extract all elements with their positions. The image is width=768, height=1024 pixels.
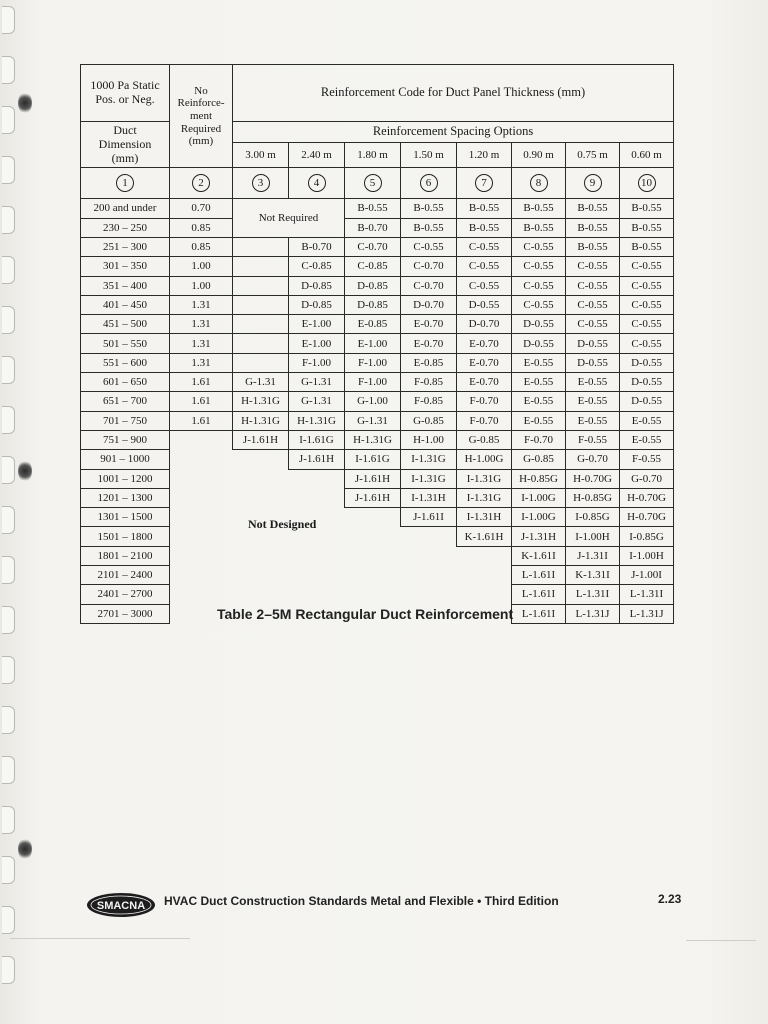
reinforcement-code-cell: I-1.31G: [401, 450, 457, 469]
reinforcement-code-cell: J-1.61H: [345, 488, 401, 507]
reinforcement-code-cell: C-0.55: [566, 315, 620, 334]
reinforcement-code-cell: F-0.85: [401, 373, 457, 392]
reinforcement-code-cell: B-0.70: [345, 218, 401, 237]
table-row: [81, 315, 674, 334]
binder-hole: [2, 856, 15, 884]
blank-cell: [345, 508, 401, 527]
spacing-header: 2.40 m: [289, 143, 345, 168]
reinforcement-code-title: Reinforcement Code for Duct Panel Thickness (mm): [233, 65, 674, 122]
blank-cell: [401, 585, 457, 604]
reinforcement-code-cell: E-0.85: [401, 353, 457, 372]
page-number: 2.23: [658, 892, 682, 906]
reinforcement-code-cell: I-1.31G: [457, 469, 512, 488]
no-reinforcement-cell: 0.70: [170, 199, 233, 218]
reinforcement-code-cell: C-0.55: [620, 276, 674, 295]
svg-text:SMACNA: SMACNA: [96, 900, 146, 912]
no-reinforcement-cell: 1.00: [170, 276, 233, 295]
binder-hole: [2, 706, 15, 734]
no-reinforcement-header: No Reinforce-ment Required (mm): [170, 65, 233, 168]
reinforcement-code-cell: C-0.55: [401, 237, 457, 256]
reinforcement-code-cell: I-1.31H: [401, 488, 457, 507]
spacing-header: 0.75 m: [566, 143, 620, 168]
blank-cell: [233, 315, 289, 334]
reinforcement-code-cell: F-0.55: [620, 450, 674, 469]
table-caption: Table 2–5M Rectangular Duct Reinforcement: [217, 606, 514, 622]
table-row: [81, 488, 674, 507]
reinforcement-code-cell: K-1.61I: [512, 546, 566, 565]
column-number-cell: [401, 168, 457, 199]
reinforcement-code-cell: G-0.70: [620, 469, 674, 488]
reinforcement-code-cell: B-0.55: [566, 237, 620, 256]
column-number-cell: [233, 168, 289, 199]
column-number-cell: [81, 168, 170, 199]
duct-dimension-cell: 230 – 250: [81, 218, 170, 237]
reinforcement-code-cell: D-0.70: [457, 315, 512, 334]
reinforcement-code-cell: C-0.55: [566, 295, 620, 314]
duct-dimension-cell: 701 – 750: [81, 411, 170, 430]
table-row: [81, 295, 674, 314]
spacing-options-title: Reinforcement Spacing Options: [233, 122, 674, 143]
spacing-header: 0.90 m: [512, 143, 566, 168]
reinforcement-code-cell: J-1.00I: [620, 566, 674, 585]
blank-cell: [233, 488, 289, 507]
blank-cell: [345, 585, 401, 604]
reinforcement-code-cell: C-0.85: [289, 257, 345, 276]
binder-hole: [2, 806, 15, 834]
reinforcement-code-cell: H-1.31G: [289, 411, 345, 430]
reinforcement-code-cell: C-0.55: [457, 257, 512, 276]
reinforcement-code-cell: D-0.85: [345, 276, 401, 295]
reinforcement-code-cell: F-1.00: [345, 373, 401, 392]
empty-region: [170, 430, 233, 623]
duct-dimension-cell: 551 – 600: [81, 353, 170, 372]
duct-dimension-cell: 751 – 900: [81, 430, 170, 449]
duct-dimension-cell: 401 – 450: [81, 295, 170, 314]
reinforcement-code-cell: B-0.55: [512, 199, 566, 218]
blank-cell: [233, 257, 289, 276]
column-number: 10: [638, 174, 656, 192]
reinforcement-code-cell: E-0.70: [457, 353, 512, 372]
table-row: [81, 430, 674, 449]
reinforcement-code-cell: F-0.70: [457, 411, 512, 430]
reinforcement-code-cell: C-0.70: [401, 276, 457, 295]
table-row: [81, 373, 674, 392]
reinforcement-code-cell: H-1.31G: [233, 411, 289, 430]
reinforcement-code-cell: C-0.85: [345, 257, 401, 276]
reinforcement-code-cell: J-1.61H: [289, 450, 345, 469]
reinforcement-code-cell: E-1.00: [289, 334, 345, 353]
reinforcement-code-cell: L-1.61I: [512, 566, 566, 585]
reinforcement-code-cell: G-1.31: [289, 392, 345, 411]
reinforcement-code-cell: B-0.55: [457, 199, 512, 218]
table-body: [81, 199, 674, 624]
blank-cell: [401, 527, 457, 546]
reinforcement-code-cell: H-0.70G: [620, 488, 674, 507]
reinforcement-code-cell: H-0.70G: [620, 508, 674, 527]
blank-cell: [289, 469, 345, 488]
binder-hole: [2, 56, 15, 84]
blank-cell: [289, 546, 345, 565]
blank-cell: [401, 546, 457, 565]
reinforcement-code-cell: C-0.55: [512, 295, 566, 314]
scan-speck: [686, 940, 756, 941]
reinforcement-code-cell: G-1.31: [345, 411, 401, 430]
no-reinforcement-cell: 1.00: [170, 257, 233, 276]
table-row: [81, 334, 674, 353]
duct-dimension-cell: 601 – 650: [81, 373, 170, 392]
reinforcement-code-cell: B-0.55: [566, 199, 620, 218]
reinforcement-code-cell: H-0.85G: [512, 469, 566, 488]
binder-hole: [2, 906, 15, 934]
spacing-header: 1.80 m: [345, 143, 401, 168]
reinforcement-code-cell: I-1.61G: [345, 450, 401, 469]
reinforcement-code-cell: D-0.55: [620, 392, 674, 411]
binder-hole: [2, 606, 15, 634]
reinforcement-code-cell: D-0.85: [289, 276, 345, 295]
duct-dimension-cell: 901 – 1000: [81, 450, 170, 469]
no-reinforcement-cell: 1.61: [170, 392, 233, 411]
duct-dimension-cell: 1301 – 1500: [81, 508, 170, 527]
reinforcement-code-cell: B-0.55: [401, 218, 457, 237]
reinforcement-code-cell: F-1.00: [289, 353, 345, 372]
reinforcement-code-cell: H-1.00: [401, 430, 457, 449]
reinforcement-code-cell: C-0.55: [620, 295, 674, 314]
reinforcement-code-cell: J-1.61H: [233, 430, 289, 449]
duct-dimension-cell: 251 – 300: [81, 237, 170, 256]
no-reinforcement-cell: 1.61: [170, 373, 233, 392]
no-reinforcement-cell: 1.31: [170, 353, 233, 372]
column-number-cell: [289, 168, 345, 199]
duct-dimension-cell: 351 – 400: [81, 276, 170, 295]
reinforcement-code-cell: B-0.55: [620, 237, 674, 256]
column-number-cell: [457, 168, 512, 199]
reinforcement-code-cell: D-0.85: [289, 295, 345, 314]
duct-dimension-cell: 2101 – 2400: [81, 566, 170, 585]
reinforcement-code-cell: I-1.31H: [457, 508, 512, 527]
reinforcement-code-cell: B-0.55: [566, 218, 620, 237]
column-number-cell: [620, 168, 674, 199]
reinforcement-code-cell: E-0.55: [512, 392, 566, 411]
not-required-label: Not Required: [233, 199, 345, 238]
reinforcement-code-cell: C-0.70: [345, 237, 401, 256]
reinforcement-code-cell: E-0.70: [401, 334, 457, 353]
reinforcement-code-cell: H-1.31G: [233, 392, 289, 411]
reinforcement-code-cell: E-0.55: [512, 353, 566, 372]
blank-cell: [289, 585, 345, 604]
table-row: [81, 411, 674, 430]
reinforcement-code-cell: F-0.70: [512, 430, 566, 449]
reinforcement-code-cell: E-0.55: [566, 411, 620, 430]
reinforcement-code-cell: C-0.55: [566, 276, 620, 295]
reinforcement-code-cell: B-0.55: [457, 218, 512, 237]
binder-hole: [2, 456, 15, 484]
reinforcement-code-cell: E-0.55: [566, 373, 620, 392]
reinforcement-code-cell: C-0.55: [512, 237, 566, 256]
reinforcement-code-cell: E-0.55: [566, 392, 620, 411]
reinforcement-code-cell: H-1.31G: [345, 430, 401, 449]
duct-dimension-cell: 501 – 550: [81, 334, 170, 353]
reinforcement-code-cell: D-0.55: [457, 295, 512, 314]
binder-hole: [2, 756, 15, 784]
blank-cell: [457, 585, 512, 604]
binder-hole: [2, 6, 15, 34]
table-row: [81, 469, 674, 488]
duct-dimension-cell: 1501 – 1800: [81, 527, 170, 546]
footer-title: HVAC Duct Construction Standards Metal and Flexible • Third Edition: [164, 894, 559, 908]
spacing-header: 0.60 m: [620, 143, 674, 168]
spacing-header: 3.00 m: [233, 143, 289, 168]
reinforcement-code-cell: B-0.55: [512, 218, 566, 237]
table-row: [81, 527, 674, 546]
column-number: 5: [364, 174, 382, 192]
reinforcement-code-cell: D-0.55: [512, 334, 566, 353]
not-designed-label: Not Designed: [248, 517, 317, 531]
reinforcement-code-cell: E-0.70: [401, 315, 457, 334]
reinforcement-code-cell: L-1.31J: [566, 604, 620, 623]
reinforcement-code-cell: B-0.70: [289, 237, 345, 256]
reinforcement-code-cell: D-0.55: [620, 373, 674, 392]
column-number-cell: [170, 168, 233, 199]
binder-hole: [2, 306, 15, 334]
reinforcement-code-cell: J-1.31I: [566, 546, 620, 565]
column-number: 7: [475, 174, 493, 192]
reinforcement-code-cell: H-0.70G: [566, 469, 620, 488]
ink-blot: [18, 92, 32, 114]
blank-cell: [233, 469, 289, 488]
reinforcement-code-cell: E-1.00: [345, 334, 401, 353]
reinforcement-code-cell: G-1.31: [289, 373, 345, 392]
blank-cell: [233, 585, 289, 604]
binder-hole: [2, 556, 15, 584]
reinforcement-code-cell: C-0.55: [566, 257, 620, 276]
reinforcement-code-cell: L-1.61I: [512, 585, 566, 604]
duct-dimension-cell: 1801 – 2100: [81, 546, 170, 565]
column-number: 9: [584, 174, 602, 192]
binder-hole: [2, 106, 15, 134]
reinforcement-code-cell: E-0.85: [345, 315, 401, 334]
blank-cell: [345, 566, 401, 585]
pressure-label: 1000 Pa Static Pos. or Neg.: [81, 65, 170, 122]
reinforcement-code-cell: F-1.00: [345, 353, 401, 372]
spacing-header: 1.50 m: [401, 143, 457, 168]
blank-cell: [233, 353, 289, 372]
reinforcement-code-cell: E-1.00: [289, 315, 345, 334]
binder-hole: [2, 356, 15, 384]
column-number-cell: [512, 168, 566, 199]
smacna-logo: [86, 892, 156, 918]
reinforcement-code-cell: C-0.70: [401, 257, 457, 276]
table-row: [81, 546, 674, 565]
no-reinforcement-cell: 1.31: [170, 315, 233, 334]
page-footer: [86, 886, 686, 926]
reinforcement-code-cell: C-0.55: [620, 315, 674, 334]
column-number-cell: [345, 168, 401, 199]
column-number: 6: [420, 174, 438, 192]
reinforcement-code-cell: G-0.70: [566, 450, 620, 469]
blank-cell: [233, 450, 289, 469]
blank-cell: [233, 276, 289, 295]
reinforcement-code-cell: K-1.31I: [566, 566, 620, 585]
no-reinforcement-cell: 0.85: [170, 218, 233, 237]
table-row: [81, 508, 674, 527]
reinforcement-code-cell: B-0.55: [401, 199, 457, 218]
reinforcement-code-cell: I-0.85G: [620, 527, 674, 546]
duct-dimension-cell: 200 and under: [81, 199, 170, 218]
table-row: [81, 566, 674, 585]
duct-dimension-cell: 1001 – 1200: [81, 469, 170, 488]
reinforcement-code-cell: C-0.55: [512, 257, 566, 276]
reinforcement-code-cell: H-1.00G: [457, 450, 512, 469]
reinforcement-code-cell: I-1.00H: [620, 546, 674, 565]
reinforcement-code-cell: E-0.70: [457, 334, 512, 353]
reinforcement-code-cell: G-0.85: [401, 411, 457, 430]
no-reinforcement-cell: 1.61: [170, 411, 233, 430]
reinforcement-code-cell: D-0.55: [620, 353, 674, 372]
reinforcement-code-cell: J-1.61I: [401, 508, 457, 527]
binder-hole: [2, 406, 15, 434]
blank-cell: [289, 566, 345, 585]
column-number: 8: [530, 174, 548, 192]
binder-hole: [2, 256, 15, 284]
reinforcement-code-cell: E-0.55: [512, 411, 566, 430]
reinforcement-code-cell: E-0.55: [512, 373, 566, 392]
duct-dimension-cell: 451 – 500: [81, 315, 170, 334]
blank-cell: [289, 488, 345, 507]
column-number: 3: [252, 174, 270, 192]
blank-cell: [457, 566, 512, 585]
duct-dimension-cell: 1201 – 1300: [81, 488, 170, 507]
reinforcement-code-cell: B-0.55: [620, 199, 674, 218]
reinforcement-code-cell: D-0.55: [566, 353, 620, 372]
reinforcement-code-cell: L-1.61I: [512, 604, 566, 623]
table-row: [81, 199, 674, 218]
table-row: [81, 353, 674, 372]
reinforcement-code-cell: I-1.00G: [512, 508, 566, 527]
blank-cell: [233, 334, 289, 353]
column-number: 1: [116, 174, 134, 192]
reinforcement-code-cell: L-1.31J: [620, 604, 674, 623]
blank-cell: [401, 566, 457, 585]
no-reinforcement-cell: 0.85: [170, 237, 233, 256]
reinforcement-code-cell: B-0.55: [620, 218, 674, 237]
reinforcement-code-cell: D-0.85: [345, 295, 401, 314]
duct-dimension-cell: 2701 – 3000: [81, 604, 170, 623]
column-number: 2: [192, 174, 210, 192]
reinforcement-code-cell: G-0.85: [457, 430, 512, 449]
reinforcement-code-cell: G-0.85: [512, 450, 566, 469]
table-row: [81, 276, 674, 295]
reinforcement-code-cell: C-0.55: [457, 237, 512, 256]
reinforcement-code-cell: C-0.55: [620, 334, 674, 353]
blank-cell: [233, 237, 289, 256]
binder-hole: [2, 506, 15, 534]
no-reinforcement-cell: 1.31: [170, 295, 233, 314]
reinforcement-code-cell: H-0.85G: [566, 488, 620, 507]
reinforcement-code-cell: D-0.55: [512, 315, 566, 334]
reinforcement-code-cell: D-0.55: [566, 334, 620, 353]
duct-dimension-header: Duct Dimension (mm): [81, 122, 170, 168]
reinforcement-code-cell: I-0.85G: [566, 508, 620, 527]
reinforcement-table: [80, 64, 674, 624]
reinforcement-code-cell: C-0.55: [620, 257, 674, 276]
duct-dimension-cell: 2401 – 2700: [81, 585, 170, 604]
reinforcement-code-cell: J-1.31H: [512, 527, 566, 546]
reinforcement-code-cell: D-0.70: [401, 295, 457, 314]
reinforcement-code-cell: I-1.61G: [289, 430, 345, 449]
reinforcement-code-cell: J-1.61H: [345, 469, 401, 488]
reinforcement-code-cell: F-0.85: [401, 392, 457, 411]
reinforcement-code-cell: F-0.55: [566, 430, 620, 449]
blank-cell: [233, 546, 289, 565]
reinforcement-code-cell: I-1.31G: [401, 469, 457, 488]
blank-cell: [233, 295, 289, 314]
table-row: [81, 237, 674, 256]
table-row: [81, 218, 674, 237]
reinforcement-code-cell: L-1.31I: [620, 585, 674, 604]
reinforcement-code-cell: E-0.55: [620, 411, 674, 430]
reinforcement-code-cell: C-0.55: [512, 276, 566, 295]
table-row: [81, 585, 674, 604]
binder-hole: [2, 156, 15, 184]
column-number-cell: [566, 168, 620, 199]
table-row: [81, 450, 674, 469]
binder-hole: [2, 206, 15, 234]
reinforcement-code-cell: I-1.00G: [512, 488, 566, 507]
blank-cell: [345, 546, 401, 565]
reinforcement-code-cell: K-1.61H: [457, 527, 512, 546]
reinforcement-code-cell: I-1.00H: [566, 527, 620, 546]
reinforcement-code-cell: G-1.00: [345, 392, 401, 411]
reinforcement-code-cell: F-0.70: [457, 392, 512, 411]
table-row: [81, 257, 674, 276]
reinforcement-code-cell: G-1.31: [233, 373, 289, 392]
blank-cell: [233, 566, 289, 585]
table-row: [81, 392, 674, 411]
reinforcement-code-cell: C-0.55: [457, 276, 512, 295]
blank-cell: [457, 546, 512, 565]
reinforcement-code-cell: B-0.55: [345, 199, 401, 218]
column-number: 4: [308, 174, 326, 192]
duct-dimension-cell: 301 – 350: [81, 257, 170, 276]
reinforcement-code-cell: E-0.70: [457, 373, 512, 392]
scan-speck: [10, 938, 190, 939]
duct-dimension-cell: 651 – 700: [81, 392, 170, 411]
reinforcement-code-cell: L-1.31I: [566, 585, 620, 604]
reinforcement-code-cell: I-1.31G: [457, 488, 512, 507]
reinforcement-code-cell: E-0.55: [620, 430, 674, 449]
binder-hole: [2, 656, 15, 684]
spacing-header: 1.20 m: [457, 143, 512, 168]
binder-hole: [2, 956, 15, 984]
no-reinforcement-cell: 1.31: [170, 334, 233, 353]
ink-blot: [18, 838, 32, 860]
ink-blot: [18, 460, 32, 482]
blank-cell: [345, 527, 401, 546]
